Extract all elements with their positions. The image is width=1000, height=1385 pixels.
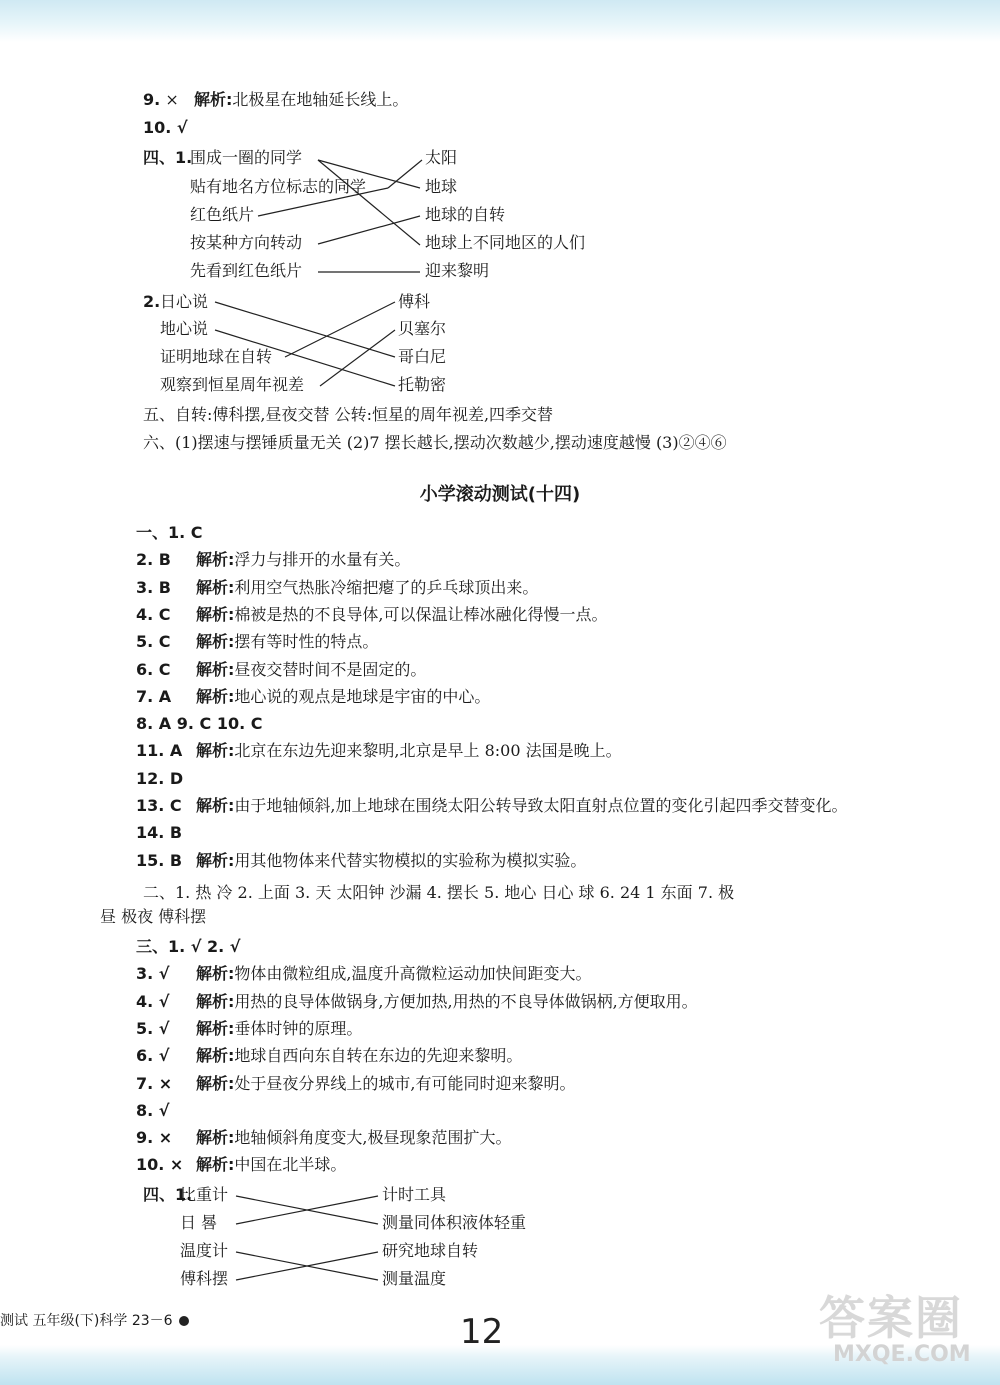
match-left-item: 红色纸片 [190, 205, 255, 224]
answer-line: 10. × 解析:中国在北半球。 [136, 1155, 347, 1175]
match-right-item: 地球的自转 [425, 205, 506, 224]
page-number: 12 [460, 1312, 504, 1352]
match-left-item: 温度计 [180, 1241, 229, 1260]
answer-line: 12. D [136, 768, 184, 788]
match-left-item: 先看到红色纸片 [190, 261, 303, 280]
match-right-item: 计时工具 [382, 1185, 447, 1204]
match-left-item: 观察到恒星周年视差 [160, 375, 305, 394]
answer-line: 六、(1)摆速与摆锤质量无关 (2)7 摆长越长,摆动次数越少,摆动速度越慢 (3)②④⑥ [143, 433, 727, 452]
answer-line: 4. √ 解析:用热的良导体做锅身,方便加热,用热的不良导体做锅柄,方便取用。 [136, 991, 698, 1011]
match-left-item: 围成一圈的同学 [190, 148, 303, 167]
match-left-item: 日 晷 [180, 1213, 218, 1232]
match-connector [318, 160, 420, 245]
answer-line: 9. × 解析:地轴倾斜角度变大,极昼现象范围扩大。 [136, 1128, 512, 1148]
answer-line: 昼 极夜 傅科摆 [100, 907, 207, 926]
answer-line: 5. C 解析:摆有等时性的特点。 [136, 632, 379, 652]
match-right-item: 傅科 [398, 292, 431, 311]
answer-line: 三、1. √ 2. √ [136, 937, 241, 956]
bullet-dot [179, 1316, 189, 1326]
match-connector [318, 216, 420, 244]
match-connector [320, 330, 395, 386]
match-right-item: 太阳 [425, 148, 458, 167]
match-connector [285, 302, 395, 357]
answer-line: 3. B 解析:利用空气热胀冷缩把瘪了的乒乓球顶出来。 [136, 577, 539, 597]
answer-line: 4. C 解析:棉被是热的不良导体,可以保温让棒冰融化得慢一点。 [136, 604, 608, 624]
answer-line: 五、自转:傅科摆,昼夜交替 公转:恒星的周年视差,四季交替 [143, 405, 554, 424]
section-heading: 四、1. [143, 148, 193, 167]
match-left-item: 比重计 [180, 1185, 229, 1204]
footer: 测试 五年级(下)科学 23－6 [0, 1310, 189, 1330]
section-heading: 2. [143, 292, 161, 311]
match-left-item: 贴有地名方位标志的同学 [190, 177, 367, 196]
answer-line: 6. √ 解析:地球自西向东自转在东边的先迎来黎明。 [136, 1046, 523, 1066]
match-right-item: 迎来黎明 [425, 261, 490, 280]
match-right-item: 研究地球自转 [382, 1241, 479, 1260]
match-left-item: 傅科摆 [180, 1269, 229, 1288]
answer-line: 7. × 解析:处于昼夜分界线上的城市,有可能同时迎来黎明。 [136, 1073, 576, 1093]
answer-line: 二、1. 热 冷 2. 上面 3. 天 太阳钟 沙漏 4. 摆长 5. 地心 日心 球 6. 24 1 东面 7. 极 [143, 883, 735, 902]
answer-line: 3. √ 解析:物体由微粒组成,温度升高微粒运动加快间距变大。 [136, 964, 592, 984]
answer-line: 14. B [136, 823, 183, 843]
watermark-text: 答案圈 [819, 1291, 963, 1345]
match-connector [215, 330, 395, 386]
answer-line: 9. × 解析:北极星在地轴延长线上。 [143, 90, 409, 109]
match-connector [215, 302, 395, 357]
answer-line: 8. A 9. C 10. C [136, 714, 263, 734]
watermark-domain: MXQE.COM [833, 1342, 971, 1367]
match-right-item: 哥白尼 [398, 347, 447, 366]
answer-line: 13. C 解析:由于地轴倾斜,加上地球在围绕太阳公转导致太阳直射点位置的变化引起四季交替变化。 [136, 796, 848, 815]
answer-line: 6. C 解析:昼夜交替时间不是固定的。 [136, 659, 427, 679]
answer-line: 8. √ [136, 1100, 170, 1120]
match-right-item: 测量温度 [382, 1269, 447, 1288]
match-right-item: 托勒密 [398, 375, 447, 394]
watermark-logo [815, 1282, 995, 1372]
answer-line: 10. √ [143, 118, 188, 137]
answer-line: 11. A 解析:北京在东边先迎来黎明,北京是早上 8:00 法国是晚上。 [136, 741, 622, 761]
match-left-item: 按某种方向转动 [190, 233, 303, 252]
answer-line: 15. B 解析:用其他物体来代替实物模拟的实验称为模拟实验。 [136, 850, 587, 870]
match-right-item: 地球 [425, 177, 458, 196]
match-left-item: 日心说 [160, 292, 209, 311]
answer-line: 5. √ 解析:垂体时钟的原理。 [136, 1018, 363, 1038]
match-left-item: 地心说 [160, 319, 209, 338]
answer-line: 2. B 解析:浮力与排开的水量有关。 [136, 550, 411, 570]
answer-line: 7. A 解析:地心说的观点是地球是宇宙的中心。 [136, 686, 491, 706]
match-left-item: 证明地球在自转 [160, 347, 273, 366]
match-right-item: 地球上不同地区的人们 [425, 233, 586, 252]
answer-line: 一、1. C [136, 523, 203, 542]
match-right-item: 贝塞尔 [398, 319, 447, 338]
match-right-item: 测量同体积液体轻重 [382, 1213, 527, 1232]
section-title: 小学滚动测试(十四) [419, 484, 581, 505]
section-heading: 四、1. [143, 1185, 193, 1204]
